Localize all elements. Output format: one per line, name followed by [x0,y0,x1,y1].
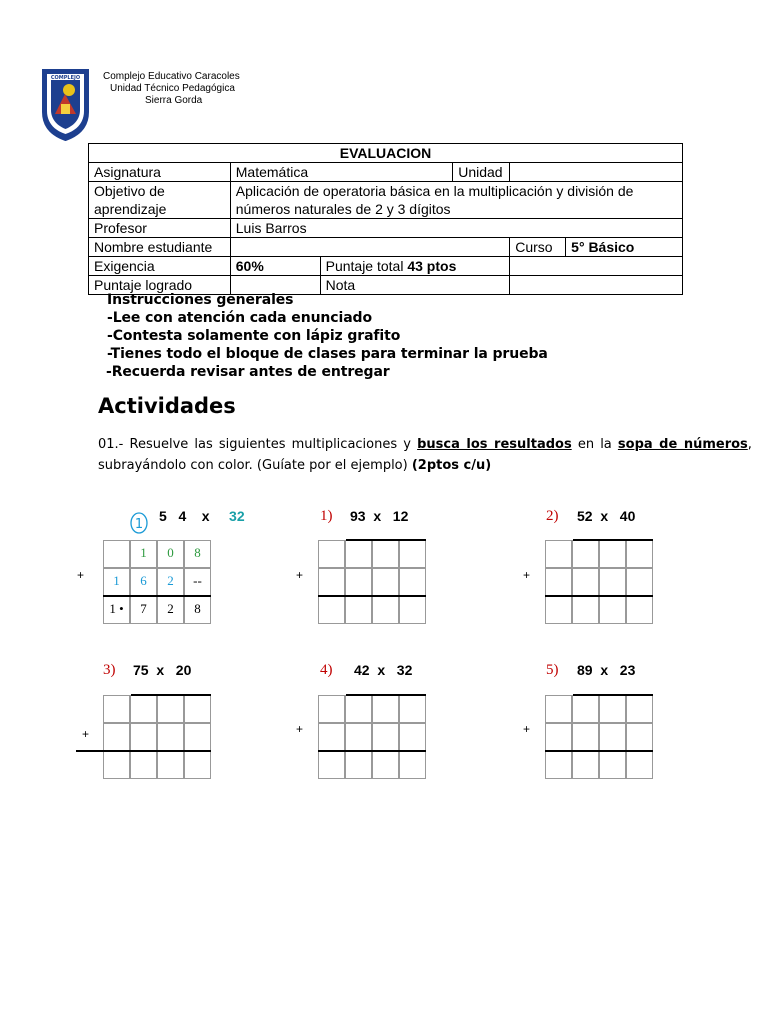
plus-sign: + [523,722,531,736]
unidad-label: Unidad [453,163,510,182]
puntaje-logrado-label: Puntaje logrado [89,276,231,295]
puntaje-total-blank [510,257,683,276]
example-digit: 2 [167,601,174,616]
profesor-label: Profesor [89,219,231,238]
logo-text: COMPLEJO [50,75,81,81]
circled-one-mark [128,510,150,536]
activities-title: Actividades [98,394,236,418]
instruction-item: -Recuerda revisar antes de entregar [106,364,390,380]
profesor-value: Luis Barros [230,219,682,238]
eval-title: EVALUACION [89,144,683,163]
example-digit: 1 • [109,601,124,616]
exercise-1-label: 1) [320,508,333,524]
school-logo [39,68,92,142]
activity-statement-2: subrayándolo con color. (Guíate por el ejemplo) (2ptos c/u) [98,458,492,473]
objetivo-label: Objetivo de aprendizaje [89,182,231,219]
example-digit: -- [193,573,202,588]
objetivo-value: Aplicación de operatoria básica en la multiplicación y división de números naturales de 2 y 3 dígitos [230,182,682,219]
example-expression: 5 4 x 32 [159,508,245,524]
exercise-4-expression: 42 x 32 [354,662,413,678]
school-name: Complejo Educativo Caracoles [103,71,240,82]
instruction-item: -Contesta solamente con lápiz grafito [107,328,401,344]
exercise-5-label: 5) [546,662,559,678]
exigencia-value: 60% [230,257,320,276]
curso-label: Curso [510,238,566,257]
plus-sign: + [77,568,85,582]
asignatura-label: Asignatura [89,163,231,182]
plus-sign: + [296,722,304,736]
exercise-5-expression: 89 x 23 [577,662,636,678]
example-digit: 8 [194,601,201,616]
example-digit: 1 [113,573,120,588]
exercise-2-expression: 52 x 40 [577,508,636,524]
school-unit: Unidad Técnico Pedagógica [110,83,235,94]
svg-text:1: 1 [134,517,144,532]
example-digit: 2 [167,573,174,588]
evaluation-table [88,143,683,295]
instruction-item: -Lee con atención cada enunciado [107,310,372,326]
unidad-value[interactable] [510,163,683,182]
nota-field[interactable] [510,276,683,295]
example-digit: 1 [140,545,147,560]
example-digit: 8 [194,545,201,560]
nombre-label: Nombre estudiante [89,238,231,257]
puntaje-total: Puntaje total 43 ptos [320,257,510,276]
plus-sign: + [523,568,531,582]
example-digit: 0 [167,545,174,560]
activity-statement: 01.- Resuelve las siguientes multiplicaciones y busca los resultados en la sopa de números, [98,437,752,452]
nombre-field[interactable] [230,238,509,257]
instructions-heading: Instrucciones generales [107,292,294,308]
nota-label: Nota [320,276,510,295]
example-digit: 7 [140,601,147,616]
exercise-4-label: 4) [320,662,333,678]
school-place: Sierra Gorda [145,95,203,106]
exercise-3-expression: 75 x 20 [133,662,192,678]
exercise-3-label: 3) [103,662,116,678]
curso-value: 5° Básico [566,238,683,257]
plus-sign: + [82,727,90,741]
exercise-2-label: 2) [546,508,559,524]
asignatura-value: Matemática [230,163,452,182]
exigencia-label: Exigencia [89,257,231,276]
instruction-item: -Tienes todo el bloque de clases para terminar la prueba [107,346,548,362]
plus-sign: + [296,568,304,582]
example-digit: 6 [140,573,147,588]
exercise-1-expression: 93 x 12 [350,508,409,524]
